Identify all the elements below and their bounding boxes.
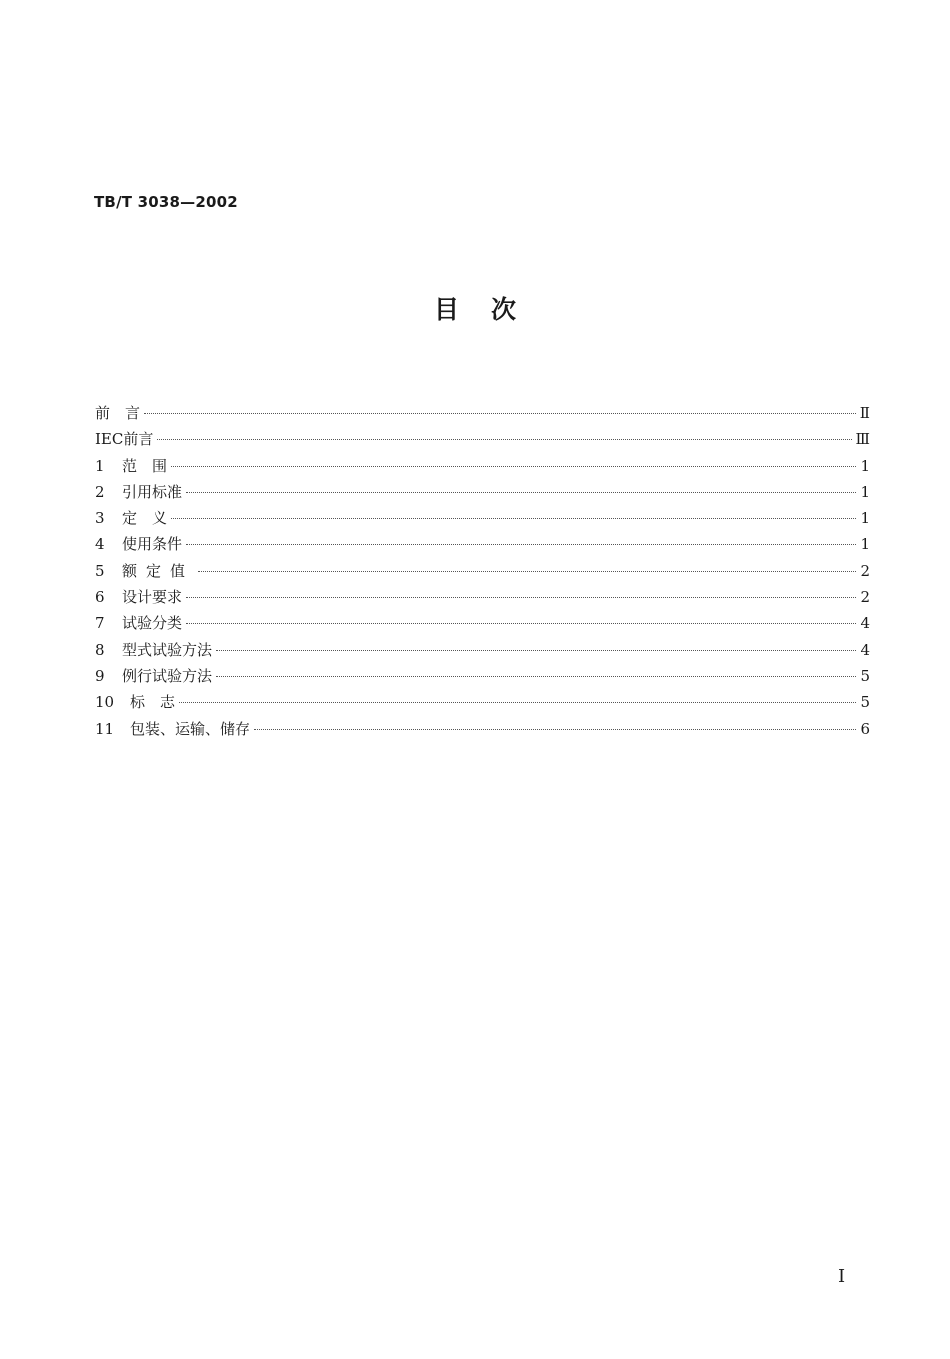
toc-dot-leader (216, 650, 856, 651)
toc-entry-number: 7 (95, 614, 105, 633)
toc-entry-normative-references[interactable] (95, 479, 870, 505)
toc-dot-leader (186, 597, 856, 598)
toc-entry-number: 8 (95, 640, 105, 659)
toc-entry-label: 引用标准 (122, 482, 183, 501)
standard-code: TB/T 3038—2002 (94, 193, 238, 211)
toc-entry-number: 9 (95, 666, 105, 685)
toc-dot-leader (171, 518, 856, 519)
toc-entry-page: Ⅱ (859, 404, 870, 422)
toc-entry-number: 5 (95, 561, 105, 580)
title-char-2: 次 (491, 295, 517, 324)
toc-entry-label: 例行试验方法 (122, 666, 213, 685)
toc-entry-ratings[interactable] (95, 558, 870, 584)
toc-entry-label: 型式试验方法 (122, 640, 213, 659)
toc-entry-packaging-transport-storage[interactable] (95, 716, 870, 742)
toc-entry-number: 3 (95, 509, 105, 528)
toc-entry-label: IEC前言 (95, 430, 154, 449)
toc-dot-leader (157, 439, 851, 440)
toc-entry-label: 标 志 (130, 693, 176, 712)
toc-entry-page: 5 (860, 666, 870, 685)
toc-dot-leader (186, 544, 856, 545)
toc-entry-label: 设计要求 (122, 588, 183, 607)
toc-dot-leader (186, 623, 856, 624)
toc-dot-leader (144, 413, 856, 414)
toc-entry-service-conditions[interactable] (95, 531, 870, 557)
toc-entry-number: 11 (95, 719, 115, 738)
title-char-1: 目 (433, 295, 459, 324)
toc-dot-leader (186, 492, 856, 493)
toc-entry-page: 6 (860, 719, 870, 738)
toc-entry-label: 定 义 (122, 509, 168, 528)
toc-entry-page: 5 (860, 693, 870, 712)
toc-entry-page: 4 (860, 640, 870, 659)
toc-dot-leader (216, 676, 856, 677)
toc-entry-design-requirements[interactable] (95, 584, 870, 610)
toc-entry-routine-test-methods[interactable] (95, 663, 870, 689)
toc-entry-type-test-methods[interactable] (95, 637, 870, 663)
toc-entry-test-classification[interactable] (95, 610, 870, 636)
toc-entry-number: 2 (95, 482, 105, 501)
page-title (0, 290, 950, 326)
toc-entry-page: Ⅲ (855, 430, 870, 449)
toc-entry-marking[interactable] (95, 689, 870, 715)
toc-entry-page: 2 (860, 561, 870, 580)
toc-entry-page: 1 (860, 456, 870, 475)
toc-entry-label: 包装、运输、储存 (130, 719, 251, 738)
table-of-contents (95, 400, 870, 742)
toc-entry-foreword[interactable] (95, 400, 870, 426)
toc-entry-page: 2 (860, 588, 870, 607)
toc-entry-label: 前 言 (95, 404, 141, 422)
toc-entry-number: 1 (95, 456, 105, 475)
toc-entry-scope[interactable] (95, 453, 870, 479)
toc-entry-page: 1 (860, 482, 870, 501)
toc-entry-label: 试验分类 (122, 614, 183, 633)
toc-dot-leader (179, 702, 856, 703)
toc-entry-number: 6 (95, 588, 105, 607)
toc-dot-leader (198, 571, 856, 572)
toc-entry-label: 范 围 (122, 456, 168, 475)
toc-entry-number: 4 (95, 535, 105, 554)
toc-dot-leader (254, 729, 856, 730)
toc-entry-iec-foreword[interactable] (95, 426, 870, 452)
page-number: Ⅰ (838, 1266, 846, 1287)
toc-entry-label: 使用条件 (122, 535, 183, 554)
toc-entry-page: 1 (860, 509, 870, 528)
toc-dot-leader (171, 466, 856, 467)
toc-entry-label: 额定值 (122, 561, 195, 580)
toc-entry-number: 10 (95, 693, 115, 712)
toc-entry-page: 4 (860, 614, 870, 633)
toc-entry-page: 1 (860, 535, 870, 554)
toc-entry-definitions[interactable] (95, 505, 870, 531)
